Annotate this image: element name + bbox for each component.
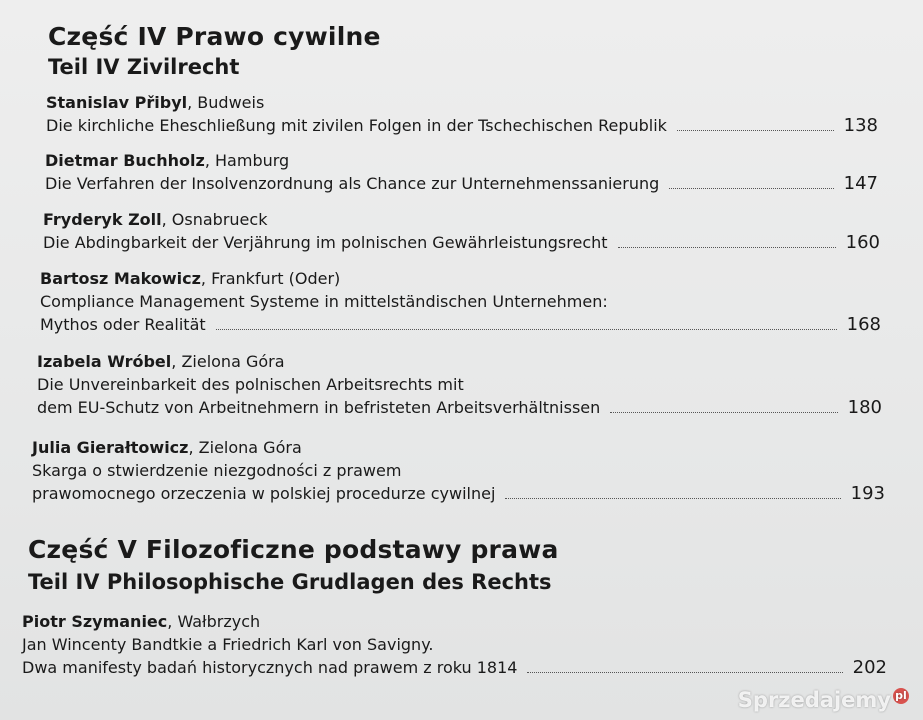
part4-subtitle: Teil IV Zivilrecht [48,55,240,79]
leader-dots [677,129,834,131]
page-number: 138 [843,115,878,136]
page-number: 168 [846,314,881,335]
page-number: 160 [845,232,880,253]
entry-author: Izabela Wróbel, Zielona Góra [37,352,285,371]
entry-title-line: Die kirchliche Eheschließung mit zivilen Folgen in der Tschechischen Republik 138 [46,115,878,136]
entry-title-line: Skarga o stwierdzenie niezgodności z prawem [32,461,402,480]
part5-title: Część V Filozoficzne podstawy prawa [28,535,559,564]
entry-title-line: Mythos oder Realität 168 [40,314,881,335]
toc-entry [37,351,882,419]
part5-subtitle: Teil IV Philosophische Grudlagen des Rechts [28,570,552,594]
entry-title-line: Die Verfahren der Insolvenzordnung als Chance zur Unternehmenssanierung 147 [45,173,878,194]
entry-author: Bartosz Makowicz, Frankfurt (Oder) [40,269,341,288]
toc-entry [22,611,887,679]
entry-title-line: prawomocnego orzeczenia w polskiej procedurze cywilnej 193 [32,483,885,504]
entry-author: Piotr Szymaniec, Wałbrzych [22,612,261,631]
watermark-badge: pl [893,688,909,704]
toc-entry [45,150,878,195]
entry-title-line: Die Unvereinbarkeit des polnischen Arbeitsrechts mit [37,375,464,394]
entry-title-line: Jan Wincenty Bandtkie a Friedrich Karl von Savigny. [22,635,434,654]
toc-entry [46,92,878,137]
entry-title-line: Compliance Management Systeme in mittelständischen Unternehmen: [40,292,608,311]
watermark-logo: Sprzedajemy pl [738,688,909,712]
entry-author: Dietmar Buchholz, Hamburg [45,151,290,170]
page-number: 202 [852,657,887,678]
leader-dots [505,497,840,499]
leader-dots [610,411,837,413]
toc-entry [32,437,885,505]
page-number: 180 [847,397,882,418]
leader-dots [669,187,833,189]
leader-dots [216,328,837,330]
entry-title-line: Die Abdingbarkeit der Verjährung im polnischen Gewährleistungsrecht 160 [43,232,880,253]
leader-dots [527,671,842,673]
leader-dots [618,246,836,248]
entry-author: Julia Gierałtowicz, Zielona Góra [32,438,302,457]
entry-title-line: Dwa manifesty badań historycznych nad prawem z roku 1814 202 [22,657,887,678]
toc-entry [40,268,881,336]
entry-author: Stanislav Přibyl, Budweis [46,93,265,112]
page-number: 147 [843,173,878,194]
part4-title: Część IV Prawo cywilne [48,22,381,51]
page-number: 193 [850,483,885,504]
toc-entry [43,209,880,254]
entry-author: Fryderyk Zoll, Osnabrueck [43,210,268,229]
entry-title-line: dem EU-Schutz von Arbeitnehmern in befristeten Arbeitsverhältnissen 180 [37,397,882,418]
